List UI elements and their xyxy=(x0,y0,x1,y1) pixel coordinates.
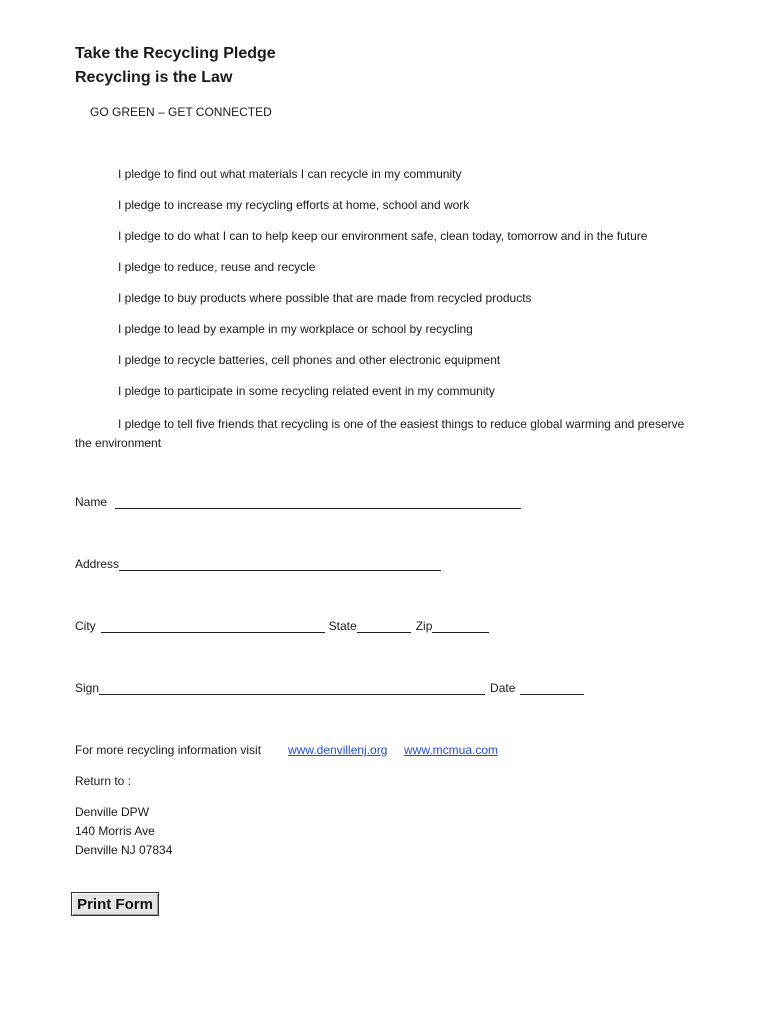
tagline: GO GREEN – GET CONNECTED xyxy=(90,105,272,119)
signature-field[interactable] xyxy=(99,682,485,695)
pledge-item: I pledge to find out what materials I can recycle in my community xyxy=(118,167,462,181)
page-title: Take the Recycling Pledge xyxy=(75,45,276,62)
mcmua-link[interactable]: www.mcmua.com xyxy=(404,743,499,757)
address-row xyxy=(75,557,443,571)
city-field[interactable] xyxy=(101,620,325,633)
city-state-zip-row xyxy=(75,619,491,633)
sign-date-row xyxy=(75,681,586,695)
pledge-item: I pledge to reduce, reuse and recycle xyxy=(118,260,316,274)
state-label: State xyxy=(328,619,357,633)
pledge-item: I pledge to tell five friends that recycling is one of the easiest things to reduce global warming and preserve the environment xyxy=(75,417,685,450)
date-label: Date xyxy=(490,681,516,695)
zip-label: Zip xyxy=(415,619,433,633)
return-address-line: Denville NJ 07834 xyxy=(75,843,173,857)
return-address-line: 140 Morris Ave xyxy=(75,824,155,838)
zip-field[interactable] xyxy=(432,620,489,633)
pledge-item: I pledge to participate in some recycling related event in my community xyxy=(118,384,495,398)
pledge-item: I pledge to recycle batteries, cell phones and other electronic equipment xyxy=(118,353,501,367)
state-field[interactable] xyxy=(357,620,411,633)
print-form-button[interactable]: Print Form xyxy=(71,892,159,916)
sign-label: Sign xyxy=(75,681,100,695)
return-to-label: Return to : xyxy=(75,774,132,788)
pledge-item: I pledge to do what I can to help keep our environment safe, clean today, tomorrow and in the future xyxy=(118,229,648,243)
name-label: Name xyxy=(75,495,108,509)
city-label: City xyxy=(75,619,96,633)
denville-link[interactable]: www.denvillenj.org xyxy=(288,743,388,757)
date-field[interactable] xyxy=(520,682,584,695)
law-heading: Recycling is the Law xyxy=(75,69,233,86)
address-field[interactable] xyxy=(119,558,441,571)
pledge-item: I pledge to buy products where possible that are made from recycled products xyxy=(118,291,532,305)
pledge-item: I pledge to increase my recycling efforts at home, school and work xyxy=(118,198,470,212)
return-address-line: Denville DPW xyxy=(75,805,150,819)
name-field[interactable] xyxy=(115,496,521,509)
pledge-item: I pledge to lead by example in my workplace or school by recycling xyxy=(118,322,473,336)
more-info-label: For more recycling information visit xyxy=(75,743,262,757)
name-row xyxy=(75,495,523,509)
address-label: Address xyxy=(75,557,120,571)
